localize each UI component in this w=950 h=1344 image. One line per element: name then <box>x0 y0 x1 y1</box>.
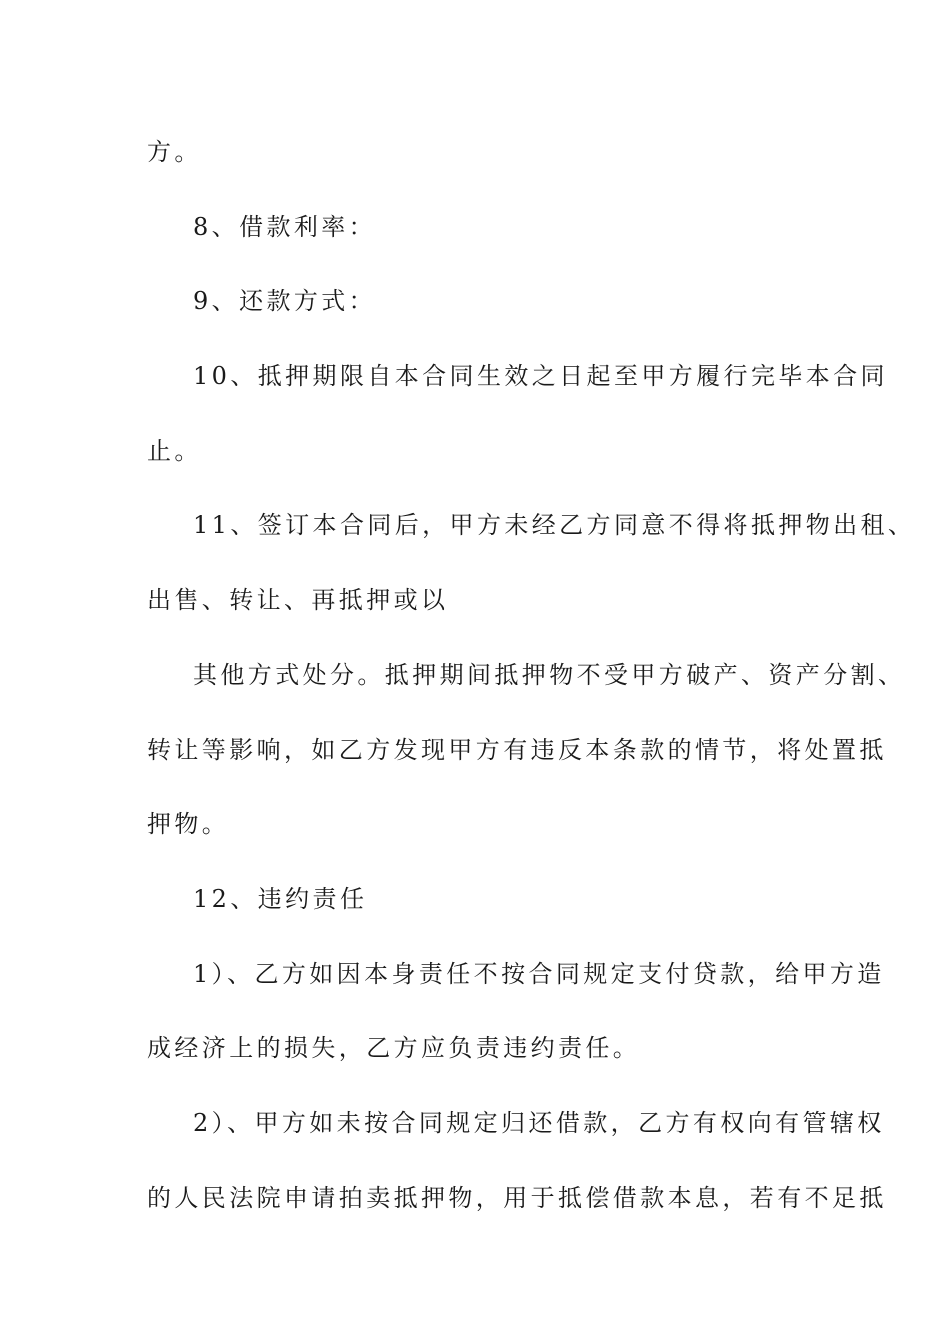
text-line: 10、抵押期限自本合同生效之日起至甲方履行完毕本合同 <box>193 362 888 390</box>
text-line: 转让等影响，如乙方发现甲方有违反本条款的情节，将处置抵 <box>147 736 887 764</box>
text-line: 11、签订本合同后，甲方未经乙方同意不得将抵押物出租、 <box>193 511 916 539</box>
text-line: 押物。 <box>147 810 230 838</box>
text-line: 的人民法院申请拍卖抵押物，用于抵偿借款本息，若有不足抵 <box>147 1184 887 1212</box>
text-line: 其他方式处分。抵押期间抵押物不受甲方破产、资产分割、 <box>193 661 906 689</box>
text-line: 2）、甲方如未按合同规定归还借款，乙方有权向有管辖权 <box>193 1109 885 1137</box>
text-line: 8、借款利率： <box>193 213 377 241</box>
text-line: 12、违约责任 <box>193 885 368 913</box>
text-line: 9、还款方式： <box>193 287 377 315</box>
text-line: 成经济上的损失，乙方应负责违约责任。 <box>147 1034 641 1062</box>
text-line: 止。 <box>147 437 202 465</box>
text-line: 1）、乙方如因本身责任不按合同规定支付贷款，给甲方造 <box>193 960 885 988</box>
text-line: 方。 <box>147 138 202 166</box>
text-line: 出售、转让、再抵押或以 <box>147 586 449 614</box>
